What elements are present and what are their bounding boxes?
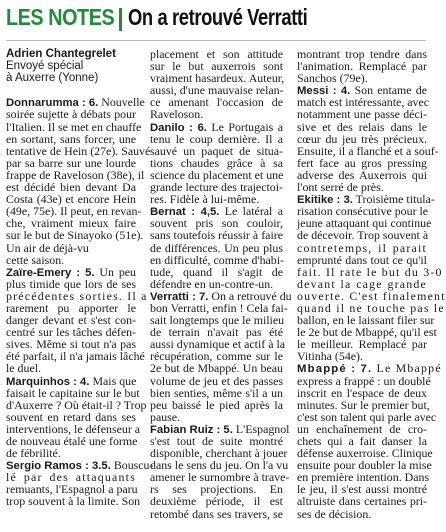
article-text-line: défense auxerroise. Clinique — [297, 446, 433, 461]
article-text-line: de nouveau étalé une forme — [6, 434, 138, 448]
player-rating-heading: Donnarumma : 6. — [6, 97, 99, 110]
article-text: Un peu — [94, 264, 136, 279]
article-text-line: l'animation. Remplacé par — [297, 59, 427, 74]
player-rating-heading: Ekitike : 3. — [297, 194, 353, 207]
player-rating-heading: Marquinhos : 4. — [6, 375, 90, 388]
article-text-line: Costa (43e) et encore Hein — [6, 192, 136, 207]
player-rating-heading: Danilo : 6. — [150, 121, 207, 134]
article-text-line: plus timide que lors de ses — [6, 276, 136, 291]
article-text-line: amener le surnombre à trave- — [150, 470, 290, 485]
article-text: Bouscu- — [110, 458, 154, 473]
player-rating-heading: Sergio Ramos : 3.5. — [6, 460, 111, 473]
article-text: On a retrouvé du — [208, 288, 292, 303]
article-text-line: trop souvent à la limite. Son — [6, 494, 141, 509]
article-text-line: match est intéressante, avec — [297, 95, 430, 110]
article-text: L'Espagnol — [232, 421, 290, 436]
article-text-line: soirée sujette à débats pour — [6, 107, 136, 122]
article-text-line: contretemps, il parait — [297, 240, 427, 255]
article-text-line: sauvé un paquet de situa- — [150, 143, 283, 158]
article-text-line: en première intention. Dans — [297, 470, 430, 485]
article-text: Le Portugais a — [206, 119, 283, 134]
article-text-line: adverse des Auxerrois qui — [297, 167, 427, 182]
byline-line: Envoyé spécial — [6, 60, 84, 73]
article-text-line: montrant trop tendre dans — [297, 47, 427, 61]
header-rule — [6, 40, 426, 41]
article-text-line: tenu le coup dernière. Il a — [150, 131, 283, 146]
article-text-line: express a frappé : un doublé — [297, 373, 431, 388]
article-text-line: Sanchos (79e). — [297, 71, 368, 86]
byline-line: à Auxerre (Yonne) — [6, 72, 99, 85]
article-text-line: sans toutefois réussir à faire — [150, 228, 283, 243]
article-text-line: récupération, comme sur le — [150, 349, 283, 364]
article-text-line: res. Fidèle à lui-même. — [150, 192, 260, 207]
section-kicker: LES NOTES — [6, 4, 115, 30]
article-text-line: de fébrilité. — [6, 446, 61, 461]
article-text: Nouvelle — [98, 95, 145, 110]
article-text-line: dans le sens du jeu. On l'a vu — [150, 458, 289, 473]
article-text-line: de différences. Un peu plus — [150, 240, 283, 255]
article-header — [6, 3, 432, 37]
article-text-line: peu baissé le pied après la — [150, 397, 283, 412]
article-text-line: ensuite pour doubler la mise — [297, 458, 432, 473]
article-text-line: placement et son attitude — [150, 47, 283, 61]
article-text-line: Ensuite, il a flanché et a souf- — [297, 143, 439, 158]
article-text-line: chets qui a fait danser la — [297, 434, 427, 448]
article-text-line: bon Verratti, enfin ! Cela fai- — [150, 300, 288, 315]
player-rating-heading: Verratti : 7. — [150, 290, 209, 303]
article-text-line: grande lecture des trajectoi- — [150, 180, 283, 195]
article-text-line: sive et des relais dans le — [297, 119, 427, 134]
article-text-line: interventions, le défenseur a — [6, 421, 141, 436]
article-text-line: faisait le capitaine sur le but — [6, 385, 140, 400]
article-text-line: souvent pris son couloir, — [150, 216, 283, 231]
article-text-line: l'Italien. Il se met en chauffe — [6, 119, 142, 134]
article-text-line: volume de jeu et des passes — [150, 373, 283, 388]
article-text-line: été parfait, il n'a jamais lâché — [6, 349, 145, 364]
article-text-line: devant la cage grande — [297, 276, 427, 291]
article-headline: On a retrouvé Verratti — [128, 4, 308, 30]
article-column-1 — [6, 48, 154, 509]
player-rating-heading: Mbappé : 7. — [297, 363, 373, 376]
article-text-line: rarement pu apporter le — [6, 300, 136, 315]
article-text-line: 2e but de Mbappé. Un beau — [150, 361, 283, 376]
article-text-line: sait longtemps que le milieu — [150, 313, 285, 328]
article-text-line: l'ont serré de près. — [297, 180, 384, 195]
article-text-line: le jeu, il s'est aussi montré — [297, 482, 427, 497]
article-text-line: che, vraiment mieux faire — [6, 216, 136, 231]
article-text-line: défendre en un-contre-un. — [150, 276, 274, 291]
article-text-line: Vitinha (54e). — [297, 349, 363, 364]
player-rating-heading: Bernat : 4,5. — [150, 206, 220, 219]
player-rating-line — [150, 121, 283, 133]
article-text-line: quand il ne touche pas le — [297, 300, 445, 315]
article-text-line: c'est son talent qui parle avec — [297, 409, 437, 424]
article-text-line: aussi, d'une mauvaise relan- — [150, 83, 284, 98]
article-text-line: lé par des attaquants — [6, 470, 136, 485]
article-text-line: ballon, en le laissant filer sur — [297, 313, 435, 328]
article-text-line: cette saison. — [6, 252, 65, 267]
article-text-line: Raveloson. — [150, 107, 204, 122]
article-text-line: frappe de Raveloson (38e), il — [6, 167, 145, 182]
article-text-line: tude, quand il s'agit de — [150, 264, 283, 279]
article-text-line: pause. — [150, 409, 181, 424]
article-text-line: de terrain n'avait pas été — [150, 325, 283, 340]
article-text-line: est décidé bien devant Da — [6, 180, 136, 195]
byline-author: Adrien Chantegrelet — [6, 48, 116, 60]
article-text-line: tentative de Hein (27e). Sauvé — [6, 143, 151, 158]
article-text-line: le meilleur. Remplacé par — [297, 337, 427, 352]
article-text-line: notamment une passe déci- — [297, 107, 427, 122]
article-text-line: sur le but auxerrois sont — [150, 59, 283, 74]
article-text-line: tions chaudes grâce à sa — [150, 155, 283, 170]
article-text: Le Mbappé — [372, 361, 442, 376]
article-text-line: jeune attaquant qui continue — [297, 216, 432, 231]
article-text-line: aussi dynamique et actif à la — [150, 337, 286, 352]
article-text-line: retombé dans ses travers, se — [150, 506, 283, 521]
article-text-line: altruiste dans certaines pri- — [297, 494, 427, 509]
player-rating-heading: Fabian Ruiz : 5. — [150, 423, 233, 436]
article-text-line: ouverte. C'est finalement — [297, 288, 446, 303]
article-text-line: un enchaînement de cro- — [297, 421, 427, 436]
article-text-line: s'est tout de suite montré — [150, 434, 283, 448]
article-text-line: fert face au gros pressing — [297, 155, 427, 170]
player-rating-line — [6, 375, 136, 387]
article-text-line: risation consécutive pour le — [297, 204, 429, 219]
player-rating-line — [6, 266, 136, 278]
player-rating-heading: Messi : 4. — [297, 85, 351, 98]
article-text: Mais que — [89, 373, 137, 388]
article-text-line: en sortant, sans forcer, une — [6, 131, 136, 146]
article-text-line: inscrit en l'espace de deux — [297, 385, 427, 400]
article-text-line: ce amenant l'occasion de — [150, 95, 283, 110]
header-separator — [119, 8, 122, 31]
article-text: Troisième titula- — [352, 192, 435, 207]
player-rating-line — [297, 361, 442, 376]
article-text-line: disponible, cherchant à jouer — [150, 446, 288, 461]
article-text-line: (49e, 75e). Il peut, en revan- — [6, 204, 142, 219]
article-text-line: cœur du jeu très précieux. — [297, 131, 427, 146]
article-text-line: danger devant et s'est con- — [6, 313, 136, 328]
article-text-line: fait. Il rate le but du 3-0 — [297, 264, 443, 279]
article-column-3 — [297, 47, 446, 521]
article-column-2 — [150, 47, 292, 521]
article-text-line: le 2e but de Mbappé, qu'il est — [297, 325, 437, 340]
article-text-line: en difficulté, comme d'habi- — [150, 252, 284, 267]
article-text-line: souvent en retard dans ses — [6, 409, 136, 424]
article-text-line: Un air de déjà-vu — [6, 240, 89, 255]
article-text-line: bien senties, même s'il a un — [150, 385, 283, 400]
article-text: Son entame de — [350, 83, 427, 98]
article-text: Le latéral a — [219, 204, 283, 219]
article-text-line: centré sur les tâches défen- — [6, 325, 136, 340]
article-text-line: remuants, l'Espagnol a paru — [6, 482, 138, 497]
article-text-line: deuxième période, il est — [150, 494, 283, 509]
article-text-line: emprunté dans tout ce qu'il — [297, 252, 427, 267]
article-text-line: de décevoir. Trop souvent à — [297, 228, 429, 243]
article-text-line: vraiment hasardeux. Auteur, — [150, 71, 285, 86]
article-text-line: sur le but de Sinayoko (51e). — [6, 228, 144, 243]
article-text-line: d'Auxerre ? Où était-il ? Trop — [6, 397, 147, 412]
article-text-line: ses de décision. — [297, 506, 372, 521]
article-text-line: rs ses projections. En — [150, 482, 283, 497]
article-text-line: précédentes sorties. Il a — [6, 288, 148, 303]
article-text-line: science du placement et une — [150, 167, 284, 182]
article-text-line: sives. Même si tout n'a pas — [6, 337, 136, 352]
article-text-line: le duel. — [6, 361, 41, 376]
article-text-line: minutes. Sur le premier but, — [297, 397, 430, 412]
article-text-line: par sa barre sur une lourde — [6, 155, 136, 170]
player-rating-heading: Zaïre-Emery : 5. — [6, 266, 95, 279]
